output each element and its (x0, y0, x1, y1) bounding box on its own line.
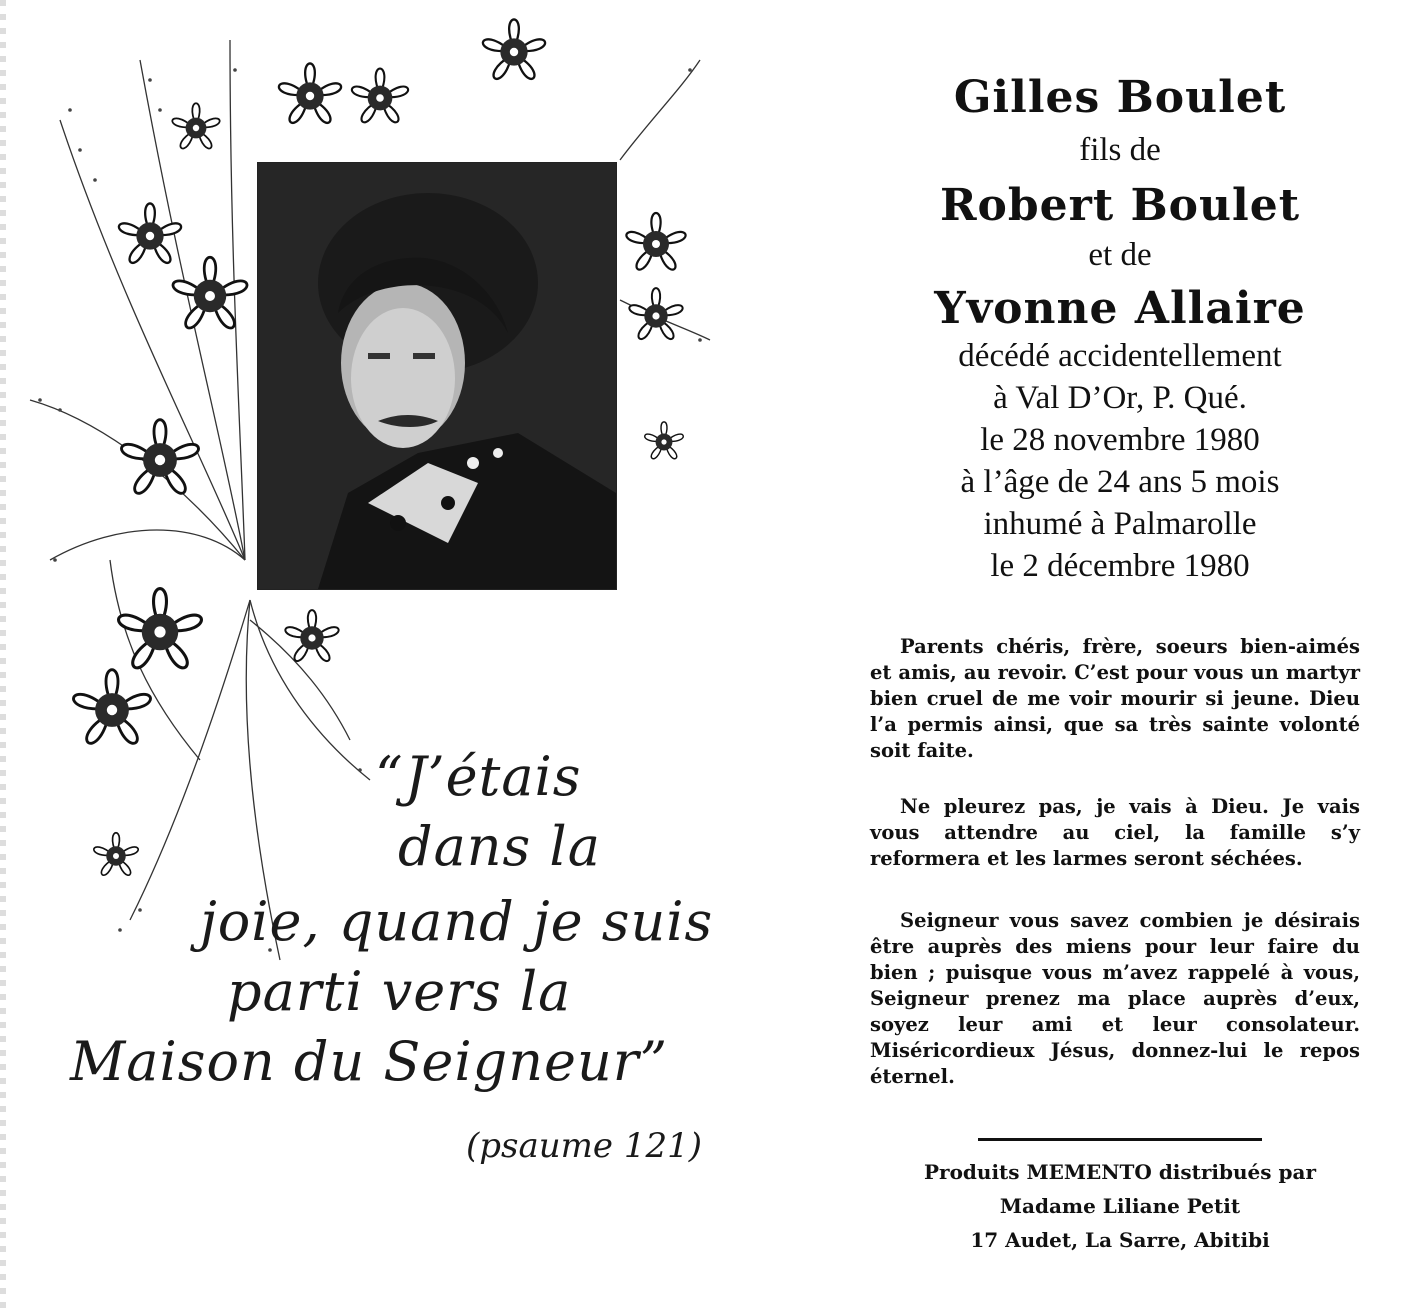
death-detail-line: décédé accidentellement (958, 338, 1282, 374)
psalm-reference: (psaume 121) (466, 1126, 702, 1166)
death-detail-line: le 2 décembre 1980 (990, 548, 1250, 584)
right-panel (720, 0, 1427, 1313)
deceased-name: Gilles Boulet (953, 72, 1287, 123)
prayer-paragraph: Parents chéris, frère, soeurs bien-aimés et amis, au revoir. C’est pour vous un martyr bien cruel de me voir mourir si jeune. Dieu l’a permis ainsi, que sa très sainte volonté soit faite. (870, 634, 1360, 762)
quote-line-1: “J’étais (375, 745, 582, 808)
mother-name: Yvonne Allaire (934, 283, 1306, 334)
and-of-text: et de (1088, 237, 1152, 273)
death-detail-line: inhumé à Palmarolle (983, 506, 1257, 542)
quote-line-4: parti vers la (227, 960, 572, 1023)
quote-line-5: Maison du Seigneur” (70, 1030, 669, 1093)
death-detail-line: à l’âge de 24 ans 5 mois (960, 464, 1280, 500)
prayer-paragraph: Ne pleurez pas, je vais à Dieu. Je vais vous attendre au ciel, la famille s’y reformera et les larmes seront séchées. (870, 794, 1360, 870)
prayer-paragraph: Seigneur vous savez combien je désirais être auprès des miens pour leur faire du bien ; puisque vous m’avez rappelé à vous, Seigneur prenez ma place auprès d’eux, soyez leur ami et leur consolateur. Miséricordieux Jésus, donnez-lui le repos éternel. (870, 908, 1360, 1088)
portrait-photo (258, 163, 616, 589)
scripture-quote (50, 730, 714, 1093)
son-of-text: fils de (1079, 132, 1161, 168)
distributor-address: 17 Audet, La Sarre, Abitibi (970, 1228, 1270, 1252)
distributor-name: Madame Liliane Petit (999, 1194, 1241, 1218)
quote-line-2: dans la (398, 815, 601, 878)
publisher-line: Produits MEMENTO distribués par (924, 1160, 1316, 1184)
divider-line (978, 1138, 1262, 1141)
father-name: Robert Boulet (939, 180, 1301, 231)
death-detail-line: à Val D’Or, P. Qué. (993, 380, 1247, 416)
death-detail-line: le 28 novembre 1980 (980, 422, 1260, 458)
quote-line-3: joie, quand je suis (200, 890, 714, 953)
